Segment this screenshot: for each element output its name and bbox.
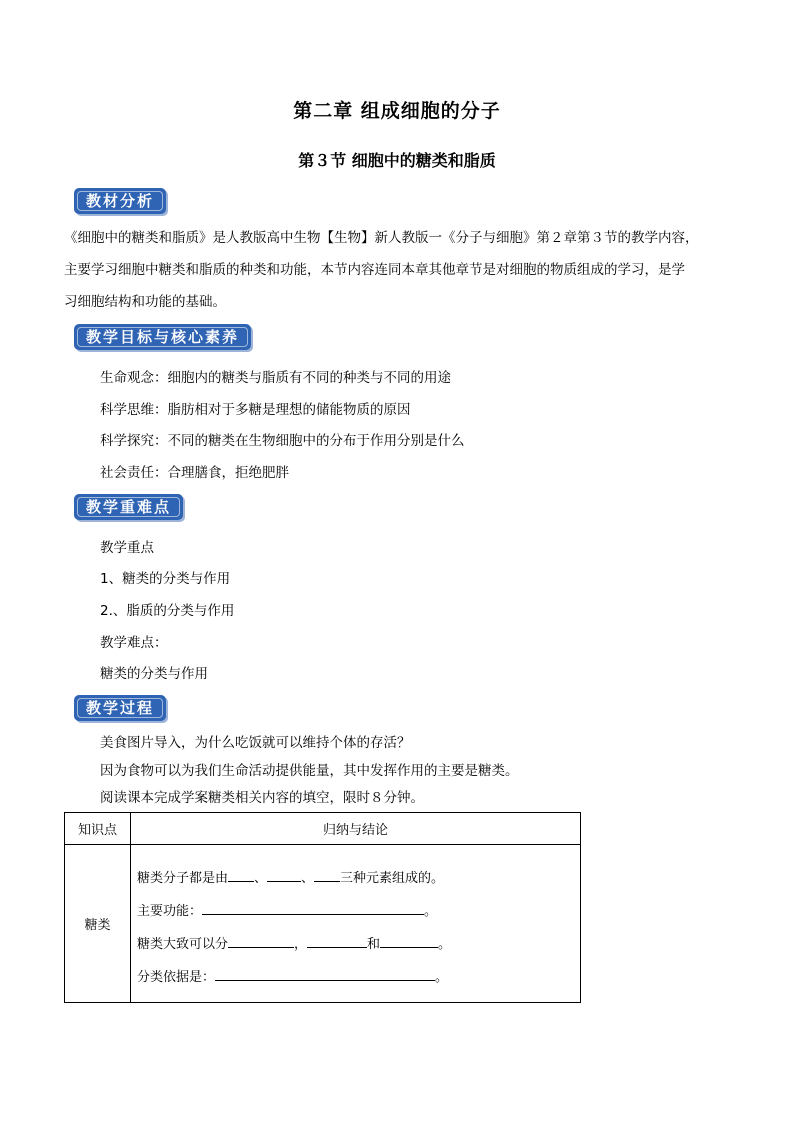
banner-keypoints: 教学重难点 (74, 494, 183, 520)
section-title: 第３节 细胞中的糖类和脂质 (298, 151, 496, 170)
banner-analysis: 教材分析 (74, 188, 166, 214)
blank-field[interactable] (202, 900, 424, 915)
analysis-line: 主要学习细胞中糖类和脂质的种类和功能，本节内容连同本章其他章节是对细胞的物质组成的学习，是学 (64, 262, 685, 278)
goal-item: 社会责任：合理膳食，拒绝肥胖 (100, 465, 289, 481)
keypoint-item: 1、糖类的分类与作用 (100, 571, 231, 587)
fill-line-function: 主要功能： 。 (131, 895, 580, 928)
goal-item: 科学探究：不同的糖类在生物细胞中的分布于作用分别是什么 (100, 433, 465, 449)
goal-item: 科学思维：脂肪相对于多糖是理想的储能物质的原因 (100, 402, 411, 418)
keypoint-item: 糖类的分类与作用 (100, 666, 208, 682)
process-item: 阅读课本完成学案糖类相关内容的填空，限时８分钟。 (100, 790, 424, 806)
knowledge-table (64, 812, 581, 1003)
table-header-row (65, 813, 581, 845)
blank-field[interactable] (380, 933, 438, 948)
blank-field[interactable] (228, 933, 294, 948)
table-header: 知识点 (65, 813, 131, 845)
chapter-title: 第二章 组成细胞的分子 (293, 100, 501, 122)
table-cell (131, 845, 581, 1003)
blank-field[interactable] (228, 867, 254, 882)
process-item: 因为食物可以为我们生命活动提供能量，其中发挥作用的主要是糖类。 (100, 763, 519, 779)
process-item: 美食图片导入，为什么吃饭就可以维持个体的存活？ (100, 735, 411, 751)
keypoint-item: 2.、脂质的分类与作用 (100, 603, 235, 619)
analysis-line: 《细胞中的糖类和脂质》是人教版高中生物【生物】新人教版一《分子与细胞》第２章第３节的教学内容， (64, 230, 699, 246)
keypoint-item: 教学难点： (100, 635, 168, 651)
analysis-paragraph (64, 222, 744, 318)
fill-line-categories: 糖类大致可以分 ， 和 。 (131, 928, 580, 961)
goal-item: 生命观念：细胞内的糖类与脂质有不同的种类与不同的用途 (100, 370, 451, 386)
blank-field[interactable] (267, 867, 301, 882)
banner-process: 教学过程 (74, 695, 166, 721)
fill-line-basis: 分类依据是： 。 (131, 961, 580, 994)
blank-field[interactable] (314, 867, 340, 882)
keypoint-item: 教学重点 (100, 540, 154, 556)
table-row (65, 845, 581, 1003)
row-label: 糖类 (65, 845, 131, 1003)
blank-field[interactable] (215, 966, 435, 981)
blank-field[interactable] (307, 933, 367, 948)
analysis-line: 习细胞结构和功能的基础。 (64, 294, 226, 310)
banner-goals: 教学目标与核心素养 (74, 324, 251, 350)
table-header: 归纳与结论 (131, 813, 581, 845)
fill-line-elements: 糖类分子都是由 、 、 三种元素组成的。 (131, 862, 580, 895)
